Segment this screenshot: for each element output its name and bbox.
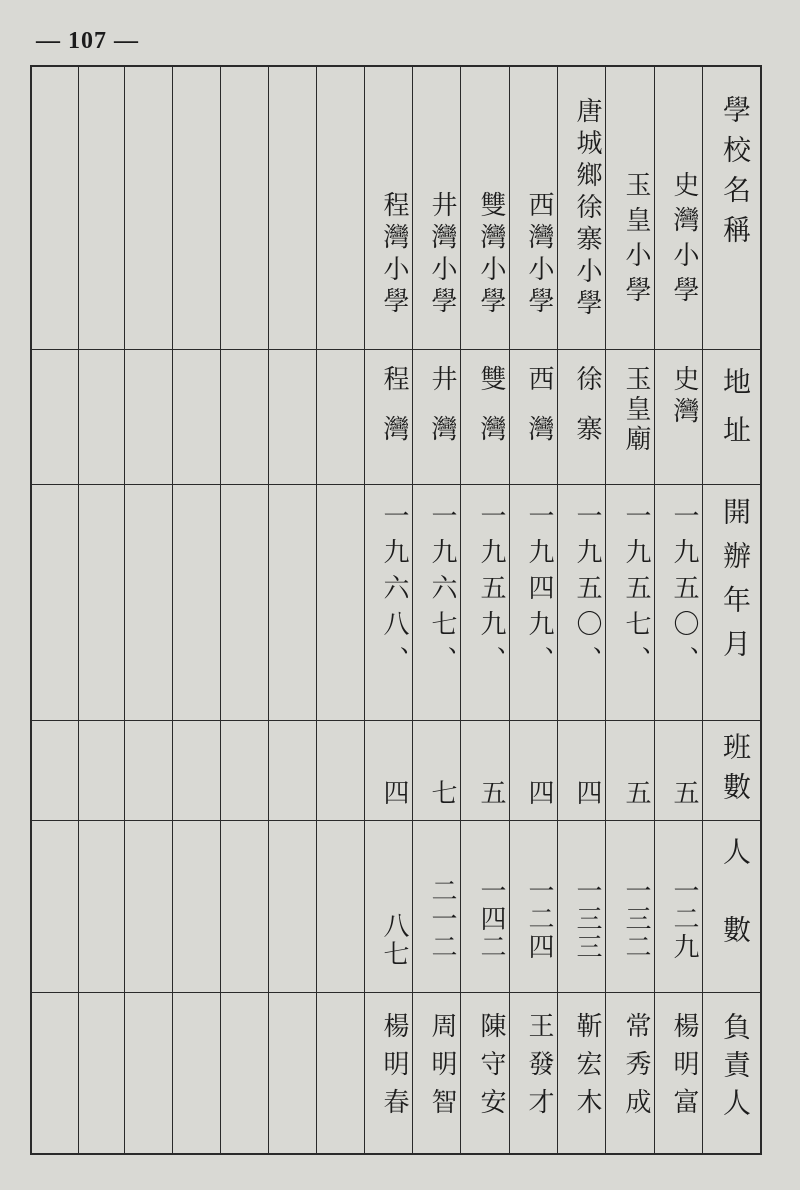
page-number: — 107 — (36, 28, 139, 54)
column-divider (220, 67, 221, 1153)
school-address: 徐寨 (572, 365, 602, 465)
school-principal: 陳守安 (476, 1012, 506, 1126)
school-table (30, 65, 762, 1155)
school-address: 程灣 (379, 365, 409, 465)
school-principal: 王發才 (524, 1012, 554, 1126)
school-address: 玉皇廟 (621, 365, 651, 455)
school-address: 西灣 (524, 365, 554, 465)
school-principal: 楊明富 (669, 1012, 699, 1126)
school-name: 井灣小學 (427, 191, 457, 319)
school-classes: 四 (379, 779, 409, 805)
school-classes: 七 (427, 779, 457, 805)
school-name: 程灣小學 (379, 191, 409, 319)
school-students: 一三三 (572, 877, 602, 961)
column-divider (364, 67, 365, 1153)
school-founded: 一九五七、 (621, 502, 651, 682)
school-name: 玉皇小學 (621, 171, 651, 311)
school-address: 井灣 (427, 365, 457, 465)
header-students: 人數 (719, 837, 752, 993)
header-classes: 班數 (719, 732, 752, 812)
school-principal: 靳宏木 (572, 1012, 602, 1126)
column-divider (268, 67, 269, 1153)
school-students: 一三二 (621, 877, 651, 961)
column-divider (316, 67, 317, 1153)
header-principal: 負責人 (719, 1012, 752, 1126)
school-founded: 一九六八、 (379, 502, 409, 682)
school-students: 八七 (379, 912, 409, 968)
row-divider (32, 820, 760, 821)
school-students: 二一二 (427, 877, 457, 961)
header-address: 地址 (719, 367, 752, 463)
school-address: 史灣 (669, 365, 699, 429)
school-founded: 一九六七、 (427, 502, 457, 682)
school-classes: 四 (524, 779, 554, 805)
school-classes: 四 (572, 779, 602, 805)
header-school-name: 學校名稱 (719, 95, 752, 255)
row-divider (32, 720, 760, 721)
school-principal: 周明智 (427, 1012, 457, 1126)
school-name-text: 徐寨小學 (572, 193, 602, 321)
school-address: 雙灣 (476, 365, 506, 465)
column-divider (124, 67, 125, 1153)
school-name: 雙灣小學 (476, 191, 506, 319)
school-classes: 五 (621, 779, 651, 805)
school-founded: 一九五〇、 (572, 502, 602, 682)
school-founded: 一九五〇、 (669, 502, 699, 682)
school-classes: 五 (669, 779, 699, 805)
school-students: 一二四 (524, 877, 554, 961)
school-principal: 常秀成 (621, 1012, 651, 1126)
header-founded: 開辦年月 (719, 497, 752, 673)
school-classes: 五 (476, 779, 506, 805)
school-founded: 一九五九、 (476, 502, 506, 682)
row-divider (32, 992, 760, 993)
school-name (569, 97, 606, 321)
school-students: 一四二 (476, 877, 506, 961)
row-divider (32, 349, 760, 350)
row-divider (32, 484, 760, 485)
column-divider (172, 67, 173, 1153)
school-students: 一二九 (669, 877, 699, 961)
column-divider (78, 67, 79, 1153)
school-principal: 楊明春 (379, 1012, 409, 1126)
school-founded: 一九四九、 (524, 502, 554, 682)
district-prefix: 唐城鄉 (572, 97, 602, 193)
school-name: 西灣小學 (524, 191, 554, 319)
school-name: 史灣小學 (669, 171, 699, 311)
